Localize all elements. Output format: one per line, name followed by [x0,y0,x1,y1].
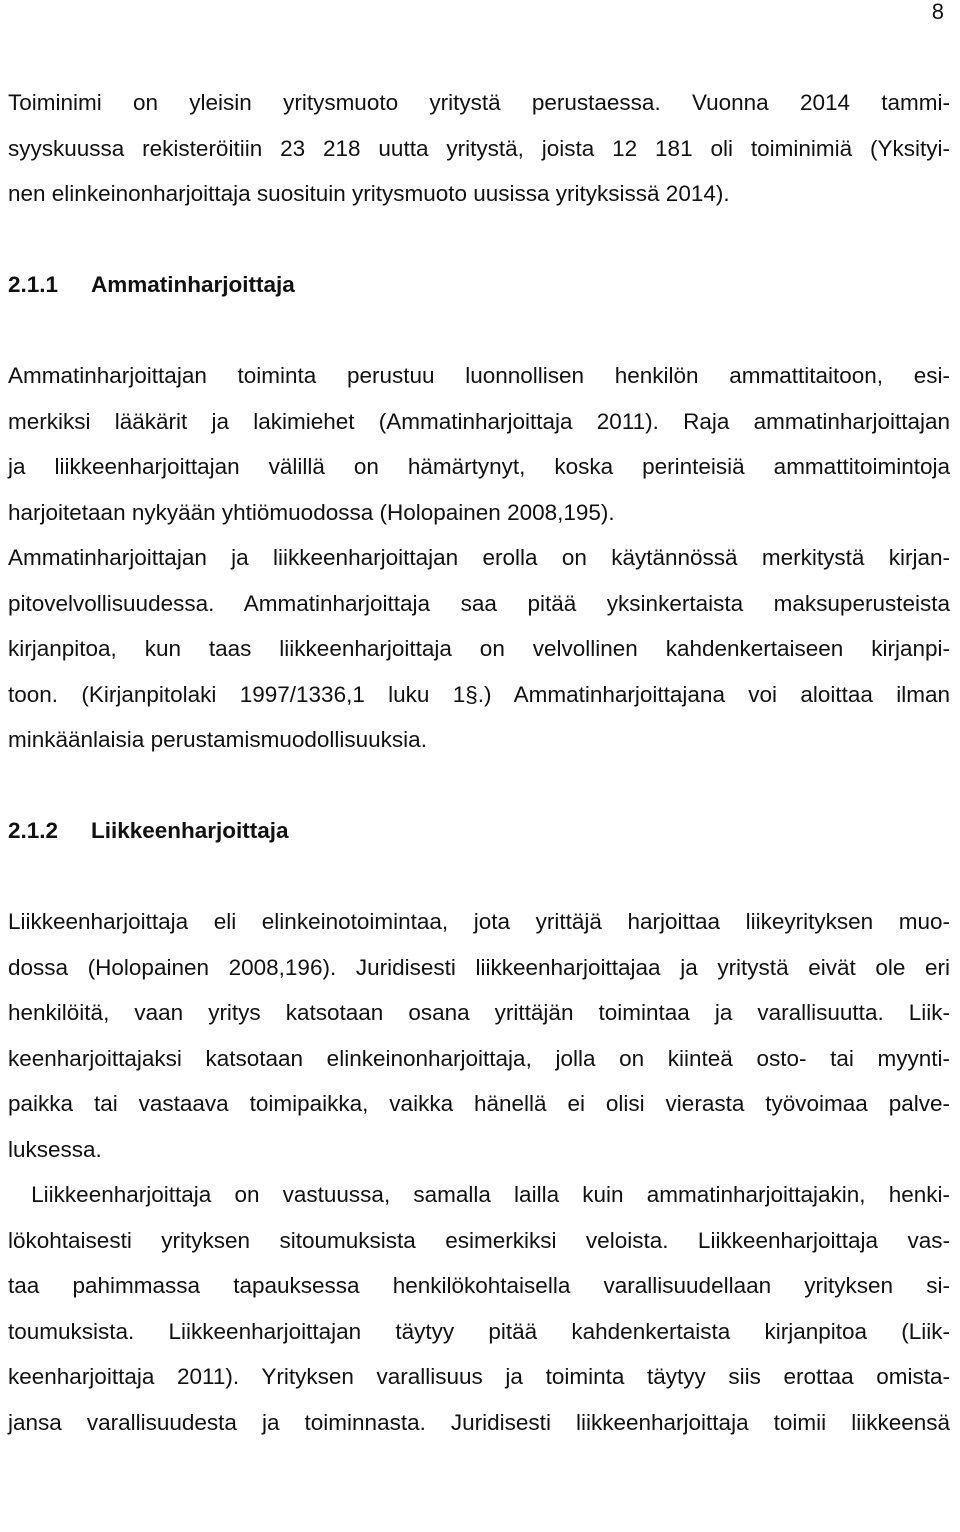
paragraph [8,899,950,1172]
text-line: dossa (Holopainen 2008,196). Juridisesti liikkeenharjoittajaa ja yritystä eivät ole eri [8,954,950,980]
paragraph [8,535,950,763]
text-line: keenharjoittajaksi katsotaan elinkeinonharjoittaja, jolla on kiinteä osto- tai myynti- [8,1045,950,1071]
paragraph [8,1172,950,1445]
spacer [8,217,950,263]
text-line: toumuksista. Liikkeenharjoittajan täytyy pitää kahdenkertaista kirjanpitoa (Liik- [8,1318,950,1344]
section-title: Ammatinharjoittaja [91,272,295,297]
text-line: henkilöitä, vaan yritys katsotaan osana yrittäjän toimintaa ja varallisuutta. Liik- [8,1000,950,1025]
text-line: harjoitetaan nykyään yhtiömuodossa (Holopainen 2008,195). [8,499,615,525]
text-line: Liikkeenharjoittaja eli elinkeinotoimintaa, jota yrittäjä harjoittaa liikeyrityksen muo- [8,909,950,934]
paragraph [8,353,950,535]
spacer [8,308,950,354]
text-line: luksessa. [8,1136,102,1162]
text-line: merkiksi lääkärit ja lakimiehet (Ammatinharjoittaja 2011). Raja ammatinharjoittajan [8,408,950,434]
text-line: kirjanpitoa, kun taas liikkeenharjoittaja on velvollinen kahdenkertaiseen kirjanpi- [8,636,950,661]
text-line: Liikkeenharjoittaja on vastuussa, samalla lailla kuin ammatinharjoittajakin, henki- [8,1182,950,1207]
text-line: Toiminimi on yleisin yritysmuoto yritystä perustaessa. Vuonna 2014 tammi- [8,90,950,115]
paragraph [8,80,950,217]
spacer [8,854,950,900]
text-line: keenharjoittaja 2011). Yrityksen varallisuus ja toiminta täytyy siis erottaa omista- [8,1364,950,1389]
text-line: toon. (Kirjanpitolaki 1997/1336,1 luku 1§.) Ammatinharjoittajana voi aloittaa ilman [8,681,950,707]
text-line: syyskuussa rekisteröitiin 23 218 uutta yritystä, joista 12 181 oli toiminimiä (Yksityi- [8,135,950,161]
document-body [8,80,950,1445]
page-number: 8 [931,0,944,24]
text-line: pitovelvollisuudessa. Ammatinharjoittaja saa pitää yksinkertaista maksuperusteista [8,590,950,616]
text-line: ja liikkeenharjoittajan välillä on hämärtynyt, koska perinteisiä ammattitoimintoja [8,454,950,479]
section-number: 2.1.2 [8,818,59,843]
text-line: lökohtaisesti yrityksen sitoumuksista esimerkiksi veloista. Liikkeenharjoittaja vas- [8,1227,950,1253]
section-heading [8,808,950,854]
spacer [8,763,950,809]
text-line: taa pahimmassa tapauksessa henkilökohtaisella varallisuudellaan yrityksen si- [8,1273,950,1298]
section-number: 2.1.1 [8,272,59,297]
text-line: paikka tai vastaava toimipaikka, vaikka hänellä ei olisi vierasta työvoimaa palve- [8,1091,950,1116]
text-line: minkäänlaisia perustamismuodollisuuksia. [8,727,427,752]
section-title: Liikkeenharjoittaja [91,818,289,843]
text-line: jansa varallisuudesta ja toiminnasta. Juridisesti liikkeenharjoittaja toimii liikkeensä [8,1409,950,1435]
text-line: Ammatinharjoittajan ja liikkeenharjoittajan erolla on käytännössä merkitystä kirjan- [8,545,950,570]
section-heading [8,262,950,308]
text-line: Ammatinharjoittajan toiminta perustuu luonnollisen henkilön ammattitaitoon, esi- [8,363,950,388]
text-line: nen elinkeinonharjoittaja suosituin yritysmuoto uusissa yrityksissä 2014). [8,181,730,206]
